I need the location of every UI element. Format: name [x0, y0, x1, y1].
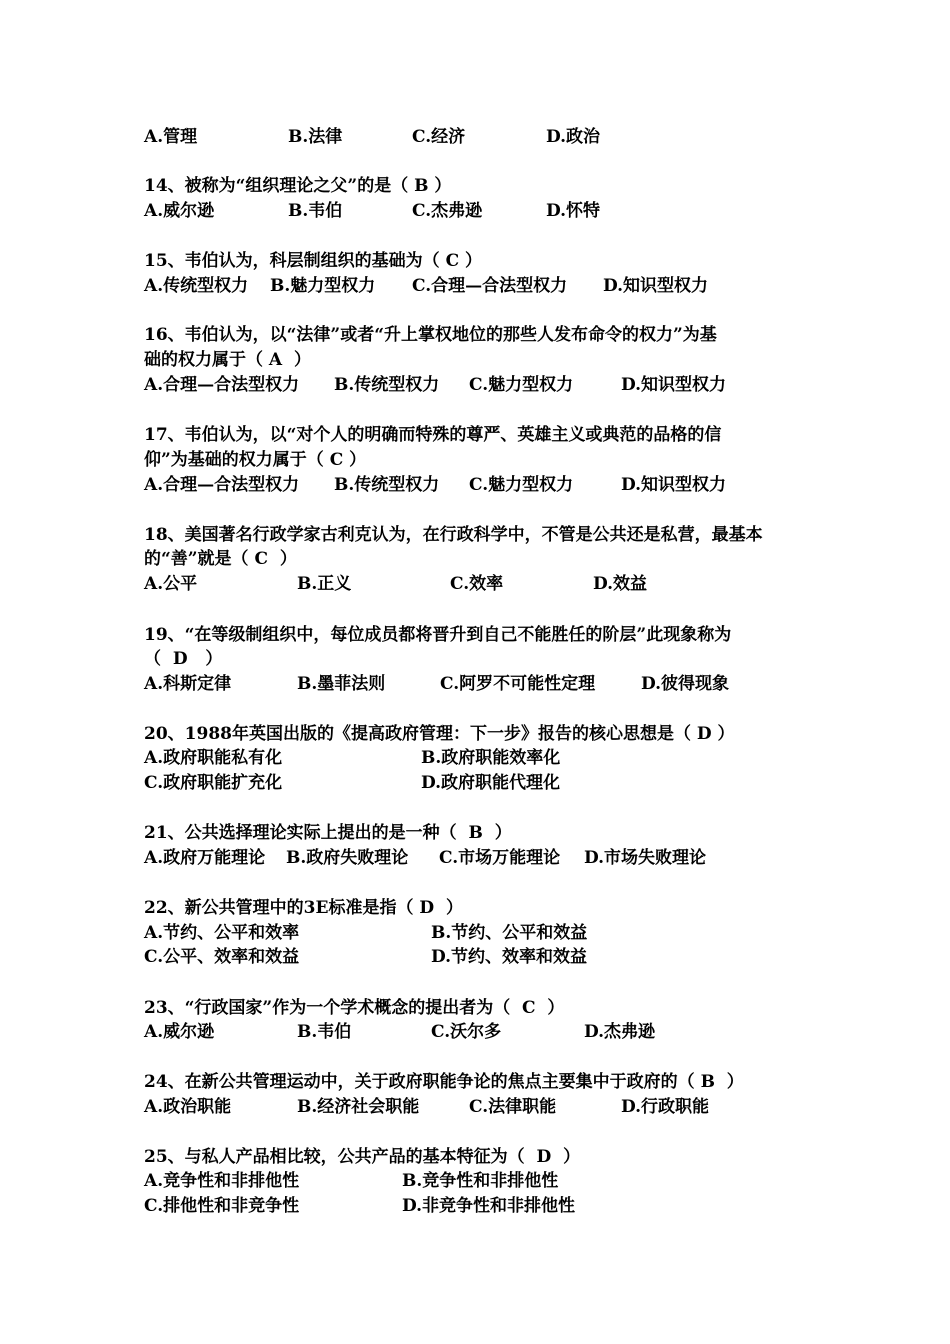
q16-stem-line1: 16、韦伯认为，以“法律”或者“升上掌权地位的那些人发布命令的权力”为基 [144, 325, 717, 345]
q13-option-b: B.法律 [288, 127, 343, 147]
q19-stem-line1: 19、“在等级制组织中，每位成员都将晋升到自己不能胜任的阶层”此现象称为 [144, 625, 732, 645]
q14-options [144, 198, 601, 224]
q15-option-b: B.魅力型权力 [270, 276, 376, 296]
q17-stem-line1: 17、韦伯认为，以“对个人的明确而特殊的尊严、英雄主义或典范的品格的信 [144, 425, 722, 445]
q22-option-c: C.公平、效率和效益 [144, 947, 300, 967]
q16-option-d: D.知识型权力 [621, 375, 727, 395]
q19-option-a: A.科斯定律 [144, 674, 232, 694]
q22-option-b: B.节约、公平和效益 [431, 923, 588, 943]
q22-option-a: A.节约、公平和效率 [144, 923, 300, 943]
q18-stem-line1: 18、美国著名行政学家古利克认为，在行政科学中，不管是公共还是私营，最基本 [144, 525, 763, 545]
q21-option-b: B.政府失败理论 [286, 848, 409, 868]
q25-stem: 25、与私人产品相比较，公共产品的基本特征为（ D ） [144, 1147, 581, 1167]
q23-options [144, 1019, 656, 1045]
q25-options-row1 [144, 1168, 559, 1194]
q24-option-c: C.法律职能 [469, 1097, 557, 1117]
q22-stem: 22、新公共管理中的3E标准是指（ D ） [144, 898, 463, 918]
q14-option-a: A.威尔逊 [144, 201, 215, 221]
q25-option-d: D.非竞争性和非排他性 [402, 1196, 576, 1216]
q25-options-row2 [144, 1193, 576, 1219]
q18-option-a: A.公平 [144, 574, 198, 594]
q16-option-b: B.传统型权力 [334, 375, 440, 395]
q14-option-c: C.杰弗逊 [412, 201, 483, 221]
q17-option-c: C.魅力型权力 [469, 475, 574, 495]
q18-option-c: C.效率 [450, 574, 504, 594]
q23-option-c: C.沃尔多 [431, 1022, 502, 1042]
q18-option-d: D.效益 [593, 574, 648, 594]
q22-options-row1 [144, 920, 588, 946]
q15-option-c: C.合理—合法型权力 [412, 276, 568, 296]
q17-option-d: D.知识型权力 [621, 475, 727, 495]
q18-stem-line2: 的“善”就是（ C ） [144, 549, 297, 569]
q21-option-c: C.市场万能理论 [439, 848, 561, 868]
q25-option-a: A.竞争性和非排他性 [144, 1171, 300, 1191]
q15-stem: 15、韦伯认为，科层制组织的基础为（ C ） [144, 251, 483, 271]
q15-options [144, 273, 709, 299]
q15-option-d: D.知识型权力 [603, 276, 709, 296]
q18-options [144, 571, 648, 597]
q20-option-d: D.政府职能代理化 [421, 773, 561, 793]
q14-stem: 14、被称为“组织理论之父”的是（ B ） [144, 176, 452, 196]
q19-option-b: B.墨菲法则 [297, 674, 386, 694]
q16-stem-line2: 础的权力属于（ A ） [144, 350, 311, 370]
q20-options-row2 [144, 770, 561, 796]
q13-option-a: A.管理 [144, 127, 198, 147]
q20-option-b: B.政府职能效率化 [421, 748, 561, 768]
q24-option-b: B.经济社会职能 [297, 1097, 420, 1117]
q20-option-c: C.政府职能扩充化 [144, 773, 283, 793]
q15-option-a: A.传统型权力 [144, 276, 249, 296]
q23-option-d: D.杰弗逊 [584, 1022, 656, 1042]
q21-stem: 21、公共选择理论实际上提出的是一种（ B ） [144, 823, 512, 843]
q16-options [144, 372, 727, 398]
q24-stem: 24、在新公共管理运动中，关于政府职能争论的焦点主要集中于政府的（ B ） [144, 1072, 744, 1092]
q24-option-d: D.行政职能 [621, 1097, 710, 1117]
q16-option-a: A.合理—合法型权力 [144, 375, 300, 395]
q25-option-b: B.竞争性和非排他性 [402, 1171, 559, 1191]
q13-option-c: C.经济 [412, 127, 466, 147]
q16-option-c: C.魅力型权力 [469, 375, 574, 395]
q21-option-d: D.市场失败理论 [584, 848, 707, 868]
q22-options-row2 [144, 944, 588, 970]
q25-option-c: C.排他性和非竞争性 [144, 1196, 300, 1216]
q19-stem-line2: （ D ） [144, 649, 223, 669]
q13-options [144, 124, 601, 150]
q24-options [144, 1094, 710, 1120]
q24-option-a: A.政治职能 [144, 1097, 232, 1117]
q21-option-a: A.政府万能理论 [144, 848, 266, 868]
q13-option-d: D.政治 [546, 127, 601, 147]
q20-option-a: A.政府职能私有化 [144, 748, 283, 768]
q23-option-b: B.韦伯 [297, 1022, 352, 1042]
q17-option-b: B.传统型权力 [334, 475, 440, 495]
q22-option-d: D.节约、效率和效益 [431, 947, 588, 967]
q14-option-d: D.怀特 [546, 201, 601, 221]
q23-option-a: A.威尔逊 [144, 1022, 215, 1042]
q17-options [144, 472, 727, 498]
q21-options [144, 845, 707, 871]
q17-option-a: A.合理—合法型权力 [144, 475, 300, 495]
q23-stem: 23、“行政国家”作为一个学术概念的提出者为（ C ） [144, 998, 565, 1018]
q17-stem-line2: 仰”为基础的权力属于（ C ） [144, 450, 367, 470]
q19-options [144, 671, 730, 697]
q18-option-b: B.正义 [297, 574, 352, 594]
q19-option-c: C.阿罗不可能性定理 [440, 674, 596, 694]
q20-options-row1 [144, 745, 561, 771]
q14-option-b: B.韦伯 [288, 201, 343, 221]
q19-option-d: D.彼得现象 [641, 674, 730, 694]
q20-stem: 20、1988年英国出版的《提高政府管理：下一步》报告的核心思想是（ D ） [144, 724, 735, 744]
